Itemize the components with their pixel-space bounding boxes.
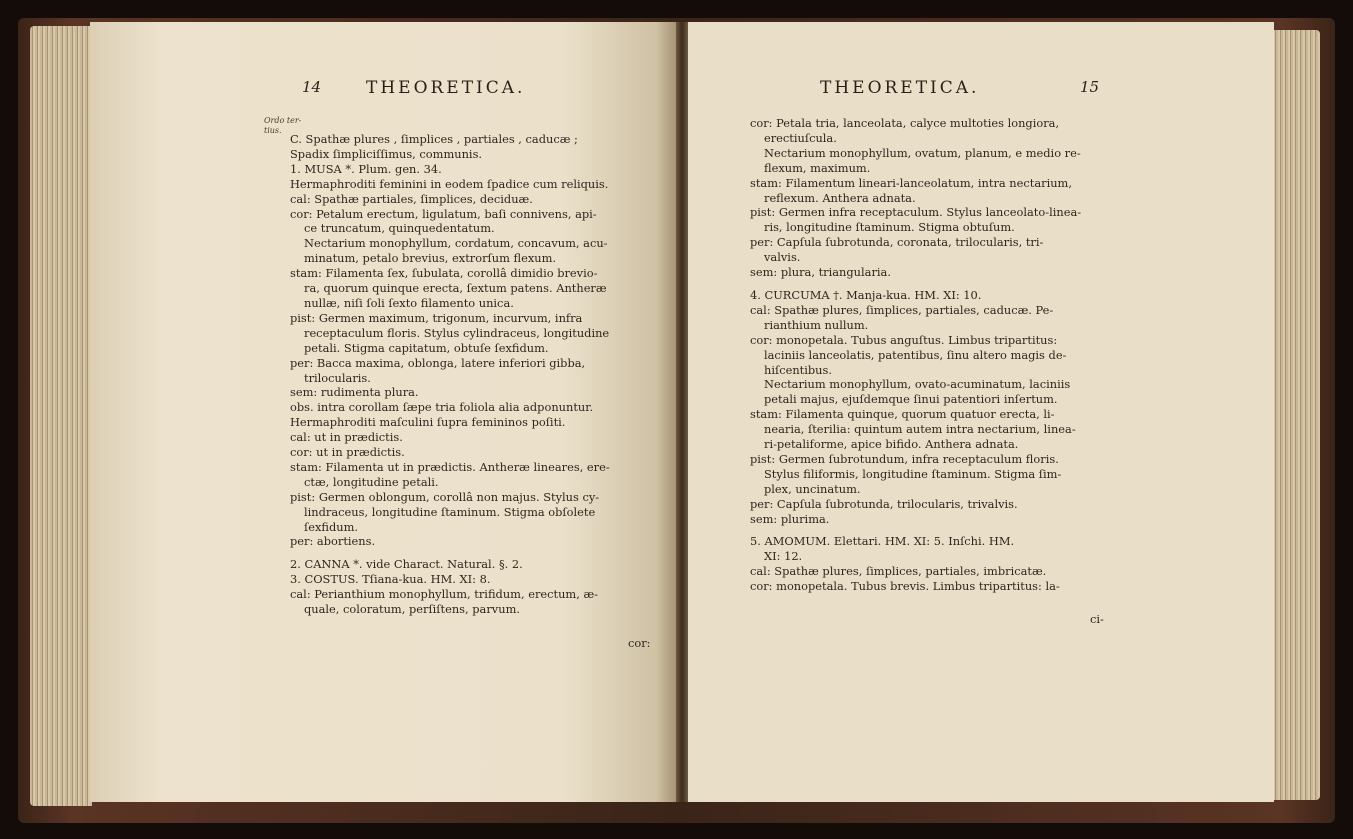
left-page-edges: [30, 26, 92, 806]
text-line: sem: rudimenta plura.: [290, 385, 419, 400]
text-line: ctæ, longitudine petali.: [304, 474, 439, 489]
text-line: pist: Germen infra receptaculum. Stylus lanceolato-linea-: [750, 205, 1082, 220]
text-line: plex, uncinatum.: [764, 481, 861, 496]
text-line: flexum, maximum.: [764, 160, 871, 175]
text-line: Hermaphroditi maſculini ſupra femininos poſiti.: [290, 415, 566, 430]
right-page-number: 15: [1080, 78, 1100, 96]
text-line: cor: Petalum erectum, ligulatum, baſi connivens, api-: [290, 206, 597, 221]
text-line: 2. CANNA *. vide Charact. Natural. §. 2.: [290, 557, 523, 572]
text-line: 5. AMOMUM. Elettari. HM. XI: 5. Inſchi. HM.: [750, 534, 1015, 549]
text-line: reflexum. Anthera adnata.: [764, 190, 916, 205]
text-line: ra, quorum quinque erecta, ſextum patens. Antheræ: [304, 281, 607, 296]
text-line: quale, coloratum, perſiſtens, parvum.: [304, 602, 520, 617]
book-gutter: [676, 22, 688, 802]
right-running-head: THEORETICA.: [820, 78, 980, 98]
text-line: ce truncatum, quinquedentatum.: [304, 221, 495, 236]
right-catchword: ci-: [1090, 612, 1104, 626]
text-line: trilocularis.: [304, 370, 371, 385]
text-line: cor: Petala tria, lanceolata, calyce multoties longiora,: [750, 116, 1060, 130]
text-line: per: Bacca maxima, oblonga, latere inferiori gibba,: [290, 355, 586, 370]
text-line: nullæ, niſi ſoli ſexto filamento unica.: [304, 295, 514, 310]
text-line: stam: Filamenta ſex, ſubulata, corollâ dimidio brevio-: [290, 266, 598, 281]
text-line: minatum, petalo brevius, extrorſum flexum.: [304, 251, 557, 266]
text-line: cal: Spathæ plures, ſimplices, partiales, imbricatæ.: [750, 564, 1047, 579]
text-line: per: Capſula ſubrotunda, coronata, trilocularis, tri-: [750, 235, 1044, 250]
text-line: rianthium nullum.: [764, 317, 869, 332]
text-line: ri-petaliforme, apice bifido. Anthera adnata.: [764, 437, 1019, 452]
text-line: per: abortiens.: [290, 534, 376, 549]
text-line: 1. MUSA *. Plum. gen. 34.: [290, 161, 442, 176]
text-line: nearia, ſterilia: quintum autem intra nectarium, linea-: [764, 422, 1076, 437]
text-line: cal: ut in prædictis.: [290, 430, 403, 445]
text-line: sem: plurima.: [750, 511, 830, 526]
text-line: cal: Spathæ plures, ſimplices, partiales, caducæ. Pe-: [750, 302, 1054, 317]
text-line: Hermaphroditi feminini in eodem ſpadice cum reliquis.: [290, 176, 609, 191]
left-catchword: cor:: [628, 636, 651, 650]
text-line: 3. COSTUS. Tſiana-kua. HM. XI: 8.: [290, 572, 491, 587]
text-line: pist: Germen oblongum, corollâ non majus. Stylus cy-: [290, 489, 600, 504]
left-page-text: [290, 132, 660, 617]
text-line: cor: ut in prædictis.: [290, 445, 405, 460]
text-line: hiſcentibus.: [764, 362, 832, 377]
text-line: [290, 549, 660, 557]
left-page-number: 14: [302, 78, 322, 96]
text-line: stam: Filamentum lineari-lanceolatum, intra nectarium,: [750, 175, 1072, 190]
text-line: laciniis lanceolatis, patentibus, ſinu altero magis de-: [764, 347, 1067, 362]
left-running-head: THEORETICA.: [366, 78, 526, 98]
text-line: Stylus filiformis, longitudine ſtaminum. Stigma ſim-: [764, 466, 1062, 481]
text-line: petali. Stigma capitatum, obtuſe ſexfidum.: [304, 340, 549, 355]
text-line: C. Spathæ plures , ſimplices , partiales , caducæ ;: [290, 132, 578, 146]
left-margin-note: Ordo ter- tius.: [264, 116, 302, 135]
text-line: Nectarium monophyllum, cordatum, concavum, acu-: [304, 236, 608, 251]
text-line: obs. intra corollam ſæpe tria foliola alia adponuntur.: [290, 400, 594, 415]
text-line: lindraceus, longitudine ſtaminum. Stigma obſolete: [304, 504, 596, 519]
text-line: pist: Germen ſubrotundum, infra receptaculum floris.: [750, 451, 1059, 466]
text-line: receptaculum floris. Stylus cylindraceus, longitudine: [304, 325, 610, 340]
text-line: Nectarium monophyllum, ovato-acuminatum, laciniis: [764, 377, 1071, 392]
right-page-edges: [1268, 30, 1320, 800]
text-line: Nectarium monophyllum, ovatum, planum, e medio re-: [764, 145, 1081, 160]
text-line: 4. CURCUMA †. Manja-kua. HM. XI: 10.: [750, 287, 982, 302]
text-line: valvis.: [764, 250, 801, 265]
text-line: stam: Filamenta quinque, quorum quatuor erecta, li-: [750, 407, 1055, 422]
text-line: cal: Spathæ partiales, ſimplices, deciduæ.: [290, 191, 533, 206]
text-line: cor: monopetala. Tubus anguſtus. Limbus tripartitus:: [750, 332, 1058, 347]
text-line: cal: Perianthium monophyllum, trifidum, erectum, æ-: [290, 587, 599, 602]
text-line: ſexfidum.: [304, 519, 359, 534]
text-line: sem: plura, triangularia.: [750, 265, 891, 280]
text-line: Spadix ſimpliciſſimus, communis.: [290, 146, 483, 161]
text-line: petali majus, ejuſdemque ſinui patentiori inſertum.: [764, 392, 1058, 407]
text-line: ris, longitudine ſtaminum. Stigma obtuſum.: [764, 220, 1015, 235]
text-line: [750, 280, 1130, 288]
text-line: per: Capſula ſubrotunda, trilocularis, trivalvis.: [750, 496, 1018, 511]
text-line: pist: Germen maximum, trigonum, incurvum, infra: [290, 310, 583, 325]
text-line: [750, 526, 1130, 534]
right-page-text: [750, 116, 1130, 594]
text-line: XI: 12.: [764, 549, 803, 564]
text-line: stam: Filamenta ut in prædictis. Antheræ lineares, ere-: [290, 459, 610, 474]
text-line: cor: monopetala. Tubus brevis. Limbus tripartitus: la-: [750, 579, 1060, 594]
text-line: erectiuſcula.: [764, 130, 837, 145]
